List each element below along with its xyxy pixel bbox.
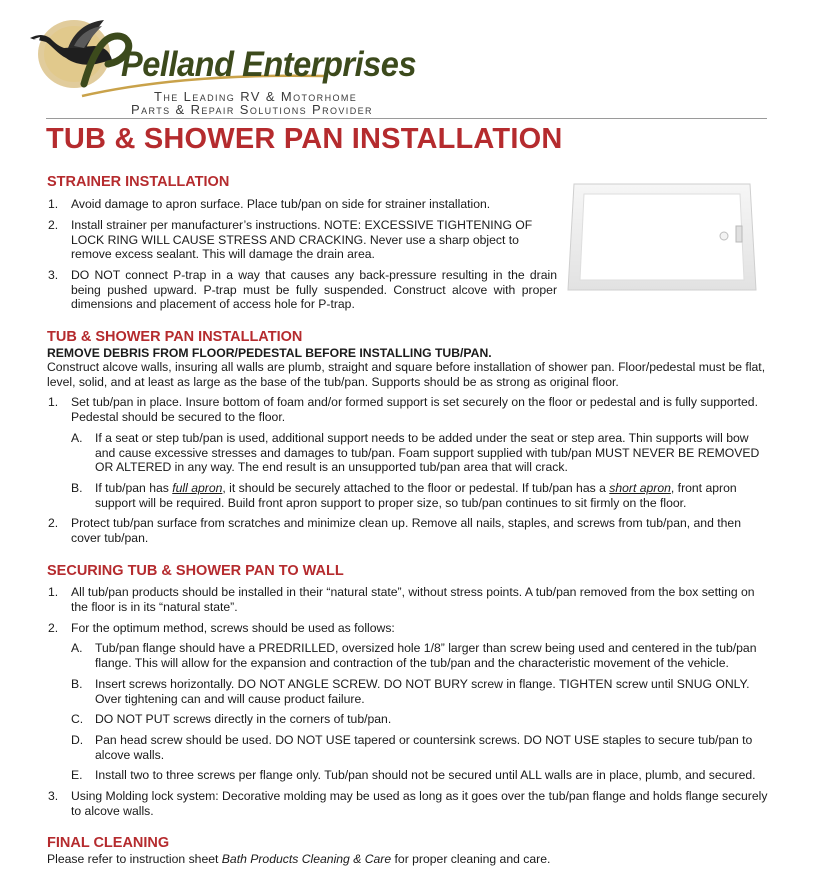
list-item-text: Install strainer per manufacturer’s instructions. NOTE: EXCESSIVE TIGHTENING OF LOCK RING WILL CAUSE STRESS AND CRACKING. Never use a sharp object to remove excess sealant. This will damage the drain area. (71, 218, 533, 262)
final-cleaning-text (47, 852, 769, 867)
list-item-text: All tub/pan products should be installed in their “natural state”, without stress points. A tub/pan removed from the box setting on the floor is in its “natural state”. (71, 585, 755, 614)
section-heading-strainer: STRAINER INSTALLATION (47, 174, 230, 190)
list-letter: E. (71, 768, 83, 782)
emphasis-full-apron: full apron (172, 481, 223, 495)
list-item-text (95, 481, 769, 510)
list-number: 3. (48, 268, 59, 282)
tagline-line2: Parts & Repair Solutions Provider (131, 102, 373, 117)
list-item-text: Tub/pan flange should have a PREDRILLED, oversized hole 1/8” larger than screw being used and centered in the tub/pan flange. This will allow for the expansion and contraction of the tub/pan and the characteristic movement of the vehicle. (95, 641, 757, 670)
list-item-text: DO NOT PUT screws directly in the corners of tub/pan. (95, 712, 392, 726)
text-run: for proper cleaning and care. (391, 852, 551, 866)
list-item-text: For the optimum method, screws should be used as follows: (71, 621, 395, 635)
installation-subheading: REMOVE DEBRIS FROM FLOOR/PEDESTAL BEFORE INSTALLING TUB/PAN. (47, 346, 492, 360)
list-item-text: Insert screws horizontally. DO NOT ANGLE SCREW. DO NOT BURY screw in flange. TIGHTEN screw until SNUG ONLY. Over tightening can and will cause product failure. (95, 677, 750, 706)
text-run: , it should be securely attached to the floor or pedestal. If tub/pan has a (222, 481, 610, 495)
list-number: 2. (48, 516, 59, 530)
list-item-text: Install two to three screws per flange only. Tub/pan should not be secured until ALL walls are in place, plumb, and secured. (95, 768, 756, 782)
list-letter: B. (71, 677, 83, 691)
text-run: If tub/pan has (95, 481, 173, 495)
list-number: 3. (48, 789, 59, 803)
list-item-text: Set tub/pan in place. Insure bottom of foam and/or formed support is set securely on the floor or pedestal and is fully supported. Pedestal should be secured to the floor. (71, 395, 758, 424)
list-item-text: DO NOT connect P-trap in a way that causes any back-pressure resulting in the drain being pushed upward. P-trap must be fully suspended. Construct alcove with proper dimensions and placement of access hole for P-trap. (71, 268, 557, 312)
text-run: , front apron support will be required. Build front apron support to proper size, so tub/pan continues to sit firmly on the floor. (95, 481, 737, 510)
section-heading-securing: SECURING TUB & SHOWER PAN TO WALL (47, 563, 344, 579)
list-number: 1. (48, 585, 59, 599)
list-number: 1. (48, 395, 59, 409)
emphasis-short-apron: short apron (609, 481, 671, 495)
list-number: 2. (48, 621, 59, 635)
list-letter: C. (71, 712, 84, 726)
list-item-text: If a seat or step tub/pan is used, additional support needs to be added under the seat or step area. Thin supports will bow and cause excessive stresses and damages to tub/pan. Foam support supplied with tub/pan MUST NEVER BE REMOVED OR ALTERED in any way. The end result is an unsupported tub/pan area that will crack. (95, 431, 760, 475)
brand-name: Pelland Enterprises (121, 45, 417, 84)
emphasis-doc-title: Bath Products Cleaning & Care (221, 852, 392, 866)
tagline-line1: The Leading RV & Motorhome (154, 89, 358, 104)
shower-pan-photo (566, 178, 758, 296)
installation-intro: Construct alcove walls, insuring all walls are plumb, straight and square before installation of shower pan. Floor/pedestal must be flat, level, solid, and at least as large as the base of the tub/pan. Supports should be as strong as original floor. (47, 360, 766, 389)
list-item-text: Avoid damage to apron surface. Place tub/pan on side for strainer installation. (71, 197, 491, 211)
company-logo (24, 12, 424, 117)
list-number: 1. (48, 197, 59, 211)
text-run: Please refer to instruction sheet (47, 852, 222, 866)
list-item-text: Using Molding lock system: Decorative molding may be used as long as it goes over the tub/pan flange and holds flange securely to alcove walls. (71, 789, 768, 818)
list-letter: A. (71, 431, 83, 445)
page-title: TUB & SHOWER PAN INSTALLATION (46, 123, 563, 155)
section-heading-installation: TUB & SHOWER PAN INSTALLATION (47, 329, 303, 345)
list-item-text: Pan head screw should be used. DO NOT USE tapered or countersink screws. DO NOT USE staples to secure tub/pan to alcove walls. (95, 733, 753, 762)
header-divider (46, 118, 767, 119)
list-number: 2. (48, 218, 59, 232)
list-letter: B. (71, 481, 83, 495)
list-letter: A. (71, 641, 83, 655)
section-heading-final-cleaning: FINAL CLEANING (47, 835, 170, 851)
list-letter: D. (71, 733, 84, 747)
list-item-text: Protect tub/pan surface from scratches and minimize clean up. Remove all nails, staples, and screws from tub/pan, and then cover tub/pan. (71, 516, 741, 545)
